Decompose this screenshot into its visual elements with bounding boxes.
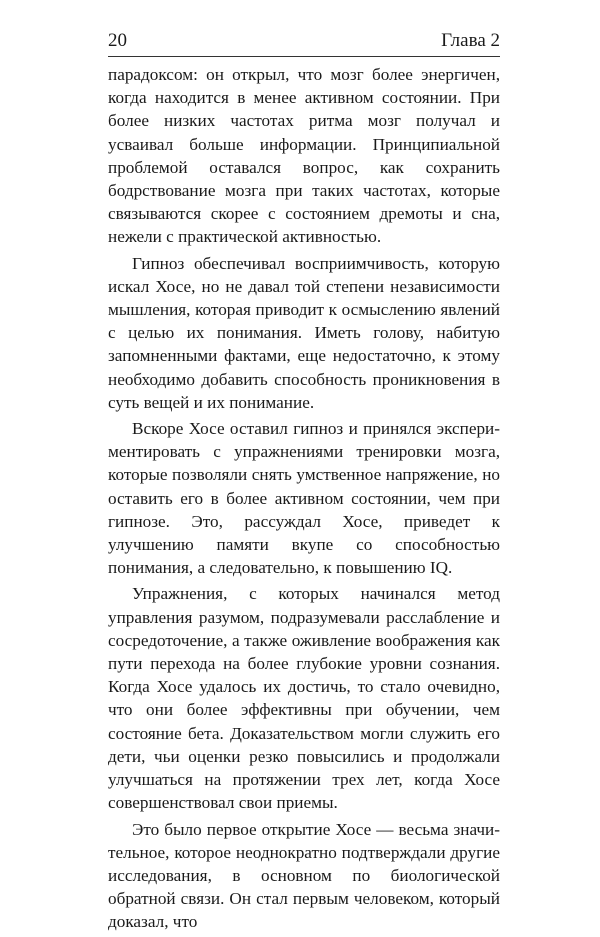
page-header [108, 30, 500, 56]
chapter-title: Глава 2 [441, 30, 500, 51]
page-number: 20 [108, 30, 127, 51]
body-text [108, 63, 500, 937]
paragraph: Это было первое открытие Хосе — весьма значительное, которое неоднократно подтверждали другие исследования, в основном по биологической обратной связи. Он стал первым человеком, который доказал, что [108, 819, 500, 932]
header-rule [108, 56, 500, 57]
paragraph: Вскоре Хосе оставил гипноз и принялся экспериментировать с упражнениями тренировки мозга, которые позволяли снять умственное напряжение, но оставить его в более активном состоянии, чем при гипнозе. Это, рассуждал Хосе, приведет к улучшению памяти вкупе со способностью понимания, а следовательно, к повышению IQ. [108, 419, 500, 578]
paragraph: Упражнения, с которых начинался метод управления разумом, подразумевали расслабление и сосредоточение, а также оживление воображения как пути перехода на более глубокие уровни сознания. Когда Хосе удалось их достичь, то стало очевидно, что они более эффективны при обучении, чем состояние бета. Доказательством могли служить его дети, чьи оценки резко повысились и продолжали улучшаться на протяжении трех лет, когда Хосе совершенствовал свои приемы. [108, 584, 500, 813]
paragraph: Гипноз обеспечивал восприимчивость, которую искал Хосе, но не давал той степени независимости мышления, которая приводит к осмыслению явлений с целью их понимания. Иметь голову, набитую запомненными фактами, еще недостаточно, к этому необходимо добавить способность проникновения в суть вещей и их понимание. [108, 253, 500, 412]
paragraph: парадоксом: он открыл, что мозг более энергичен, когда находится в менее активном состоянии. При более низких частотах ритма мозг получал и усваивал больше информации. Принципиальной проблемой оставался вопрос, как сохранить бодрствование мозга при таких частотах, которые связываются скорее с состоянием дремоты и сна, нежели с практической активностью. [108, 65, 500, 247]
